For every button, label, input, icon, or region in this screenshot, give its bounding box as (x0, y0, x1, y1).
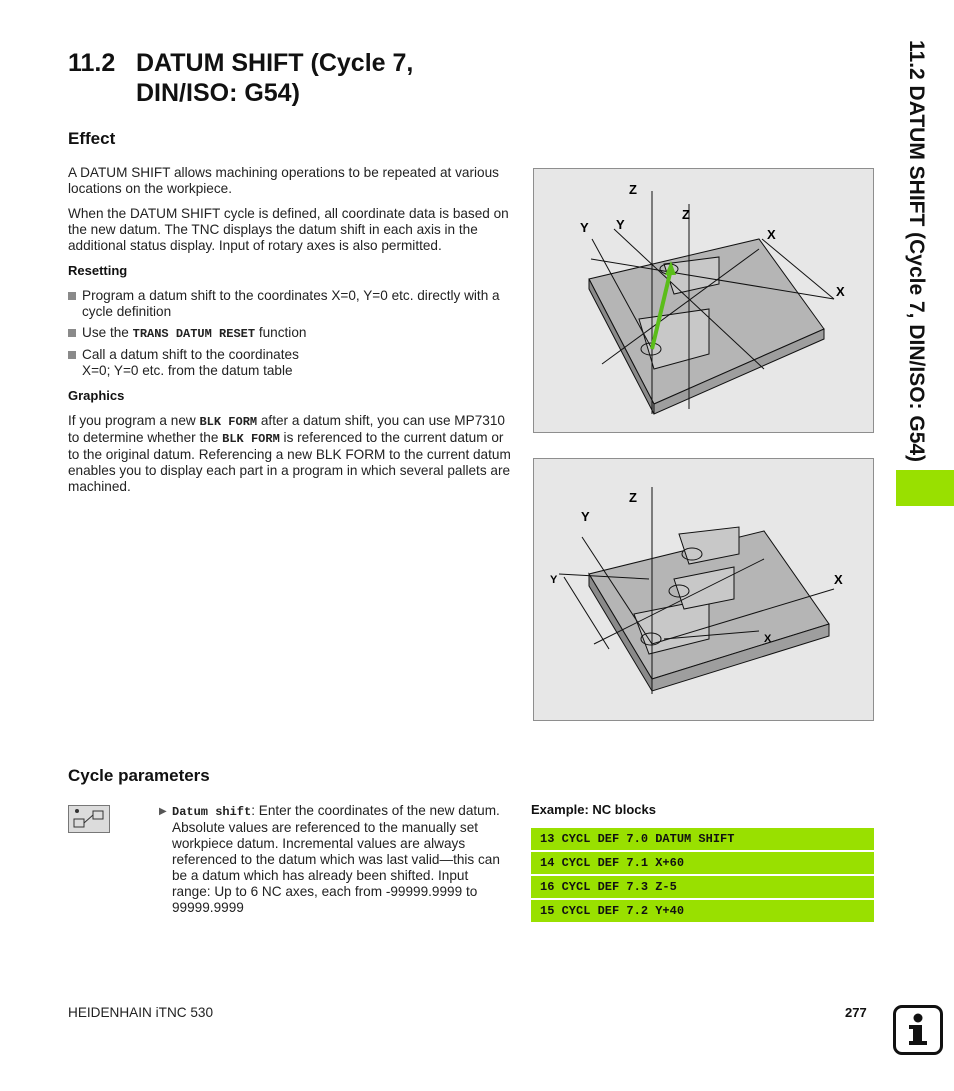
bullet-square-icon (68, 292, 76, 300)
datum-shift-diagram-2 (534, 459, 873, 720)
svg-text:X: X (764, 633, 772, 645)
list-item: Program a datum shift to the coordinates X=0, Y=0 etc. directly with a cycle definition (68, 288, 513, 320)
svg-text:Z: Z (629, 490, 637, 505)
nc-block: 13 CYCL DEF 7.0 DATUM SHIFT (531, 828, 874, 850)
title-line-1: DATUM SHIFT (Cycle 7, (136, 49, 414, 77)
datum-shift-softkey-icon[interactable] (68, 805, 110, 833)
svg-text:Z: Z (682, 207, 690, 222)
svg-text:Y: Y (550, 574, 558, 586)
svg-text:Y: Y (581, 509, 590, 524)
footer-manual: HEIDENHAIN iTNC 530 (68, 1005, 214, 1020)
bullet-square-icon (68, 329, 76, 337)
side-tab-text: 11.2 DATUM SHIFT (Cycle 7, DIN/ISO: G54) (905, 40, 928, 463)
nc-block: 15 CYCL DEF 7.2 Y+40 (531, 900, 874, 922)
play-triangle-icon: ▶ (159, 806, 167, 817)
effect-text (68, 165, 513, 495)
resetting-heading: Resetting (68, 263, 128, 278)
graphics-para: If you program a new BLK FORM after a datum shift, you can use MP7310 to determine whether the BLK FORM is referenced to the current datum or to the original datum. Referencing a new BLK FORM to the current datum enables you to display each part in a program in which several pallets are machined. (68, 413, 511, 494)
section-number: 11.2 (68, 49, 116, 77)
list-item: Call a datum shift to the coordinates X=0; Y=0 etc. from the datum table (68, 347, 322, 379)
svg-text:Z: Z (629, 182, 637, 197)
cycle-parameters-heading: Cycle parameters (68, 766, 210, 785)
datum-shift-figure-2 (533, 458, 874, 721)
bullet-square-icon (68, 351, 76, 359)
datum-shift-diagram-1 (534, 169, 873, 432)
page-title (68, 48, 413, 108)
datum-shift-figure-1 (533, 168, 874, 433)
svg-text:Y: Y (580, 220, 589, 235)
effect-para-1: A DATUM SHIFT allows machining operations to be repeated at various locations on the workpiece. (68, 165, 499, 196)
nc-block: 16 CYCL DEF 7.3 Z-5 (531, 876, 874, 898)
effect-heading: Effect (68, 129, 116, 148)
svg-text:X: X (834, 572, 843, 587)
nc-block: 14 CYCL DEF 7.1 X+60 (531, 852, 874, 874)
graphics-heading: Graphics (68, 388, 125, 403)
svg-text:X: X (767, 227, 776, 242)
info-icon[interactable] (893, 1005, 943, 1055)
datum-shift-parameter: ▶ Datum shift: Enter the coordinates of the new datum. Absolute values are referenced to the manually set workpiece datum. Incremental values are always referenced to the datum which was last valid—this can be a datum which has already been shifted. Input range: Up to 6 NC axes, each from -99999.9999 to 99999.9999 (159, 803, 500, 915)
side-tab-highlight (896, 470, 954, 506)
list-item: Use the TRANS DATUM RESET function (68, 325, 513, 342)
svg-text:X: X (836, 284, 845, 299)
effect-para-2: When the DATUM SHIFT cycle is defined, all coordinate data is based on the new datum. The TNC displays the datum shift in each axis in the additional status display. Input of rotary axes is also permitted. (68, 206, 509, 253)
page-number: 277 (845, 1005, 867, 1020)
example-heading: Example: NC blocks (531, 802, 656, 817)
svg-text:Y: Y (616, 217, 625, 232)
title-line-2: DIN/ISO: G54) (136, 79, 300, 107)
